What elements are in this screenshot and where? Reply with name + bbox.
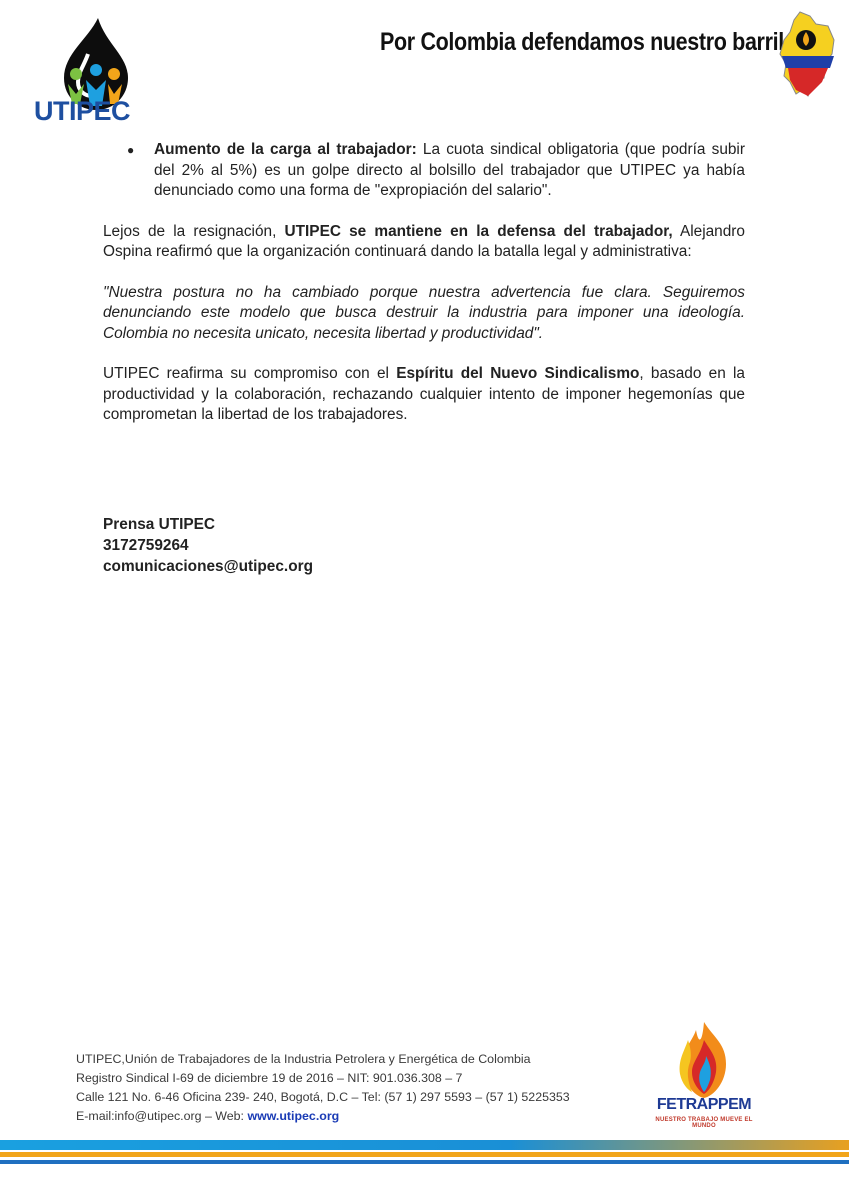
footer-bar-dark-blue: [0, 1160, 849, 1164]
footer-bar-blue: [0, 1140, 849, 1150]
contact-phone: 3172759264: [103, 536, 189, 554]
footer-line-3: Calle 121 No. 6-46 Oficina 239- 240, Bogotá, D.C – Tel: (57 1) 297 5593 – (57 1) 5225353: [76, 1090, 570, 1104]
contact-email[interactable]: comunicaciones@utipec.org: [103, 557, 313, 575]
header-slogan: Por Colombia defendamos nuestro barril: [380, 28, 784, 56]
colombia-map-icon: [776, 10, 838, 102]
bullet-dot-icon: ●: [127, 143, 135, 157]
quote-paragraph: "Nuestra postura no ha cambiado porque nuestra advertencia fue clara. Seguiremos denunciando este modelo que busca destruir la industria para imponer una ideología. Colombia no necesita unicato, necesita libertad y productividad".: [103, 283, 745, 342]
fetrappem-tagline: NUESTRO TRABAJO MUEVE EL MUNDO: [655, 1117, 753, 1129]
footer-info: [76, 1050, 570, 1126]
fetrappem-logo: [648, 1020, 760, 1132]
footer-line-2: Registro Sindical I-69 de diciembre 19 de 2016 – NIT: 901.036.308 – 7: [76, 1071, 463, 1085]
para1-after: Alejandro Ospina reafirmó que la organización continuará dando la batalla legal y administrativa:: [103, 222, 745, 260]
footer-email: E-mail:info@utipec.org – Web:: [76, 1109, 248, 1123]
fetrappem-name: FETRAPPEM: [656, 1096, 752, 1113]
para3-bold: Espíritu del Nuevo Sindicalismo: [396, 365, 640, 382]
bullet-lead: Aumento de la carga al trabajador:: [154, 141, 417, 158]
utipec-logo-text: UTIPEC: [34, 96, 131, 126]
footer-web-link[interactable]: www.utipec.org: [247, 1109, 340, 1123]
footer-bar-orange: [0, 1152, 849, 1157]
para3-before: UTIPEC reafirma su compromiso con el: [103, 365, 397, 382]
footer-line-4: [76, 1107, 570, 1126]
paragraph-resignation: [103, 222, 745, 263]
para1-bold: UTIPEC se mantiene en la defensa del trabajador,: [284, 222, 673, 240]
press-contact: [103, 514, 745, 577]
paragraph-commitment: [103, 364, 745, 426]
article-body: [103, 140, 745, 577]
bullet-text: La cuota sindical obligatoria (que podría subir del 2% al 5%) es un golpe directo al bolsillo del trabajador que UTIPEC ya había denunciado como una forma de "expropiación del salario".: [154, 141, 745, 199]
para3-after: , basado en la productividad y la colaboración, rechazando cualquier intento de imponer hegemonías que comprometan la libertad de los trabajadores.: [103, 365, 745, 423]
footer-line-1: UTIPEC,Unión de Trabajadores de la Industria Petrolera y Energética de Colombia: [76, 1052, 531, 1066]
contact-name: Prensa UTIPEC: [103, 515, 216, 533]
utipec-logo: [28, 14, 140, 126]
bullet-item: [103, 140, 745, 202]
para1-before: Lejos de la resignación,: [103, 222, 285, 240]
